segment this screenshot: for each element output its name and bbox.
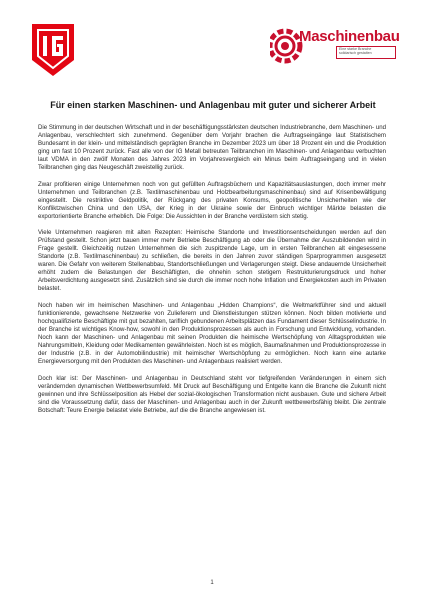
document-body [38, 124, 386, 424]
paragraph-3: Viele Unternehmen reagieren mit alten Rezepten: Heimische Standorte und Investitionsentscheidungen werden auf den Prüfstand gestellt. Schon jetzt bauen immer mehr Betriebe Beschäftigung ab oder die Übernahme der Auszubildenden wird in Frage gestellt. Gleichzeitig nutzen Unternehmen die sich zuspitzende Lage, um in ersten Teilbranchen alt eingesessene Standorte (z.B. Textilmaschinenbau) zu schließen, die bereits in den Jahren zuvor ständigen Sparprogrammen ausgesetzt waren. Die Gefahr von weiterem Stellenabbau, Standortschließungen und Verlagerungen steigt. Diese andauernde Unsicherheit erhöht zudem die Belastungen der Beschäftigten, die ohnehin schon stetigem Restrukturierungsdruck und hoher Arbeitsverdichtung ausgesetzt sind. Zusätzlich sind sie durch die immer noch hohe Inflation und Energiekosten auch im Privaten belastet. [38, 229, 386, 293]
tagline-line-2: solidarisch gestalten [339, 51, 372, 56]
maschinenbau-logo-tagline [336, 46, 396, 59]
maschinenbau-logo-title: Maschinenbau [299, 28, 400, 45]
paragraph-5: Doch klar ist: Der Maschinen- und Anlagenbau in Deutschland steht vor tiefgreifenden Veränderungen in einem sich verändernden dynamischen Wettbewerbsumfeld. Mit Druck auf Beschäftigung und Entgelte kann die Branche die Zukunft nicht gewinnen und ihre Schlüsselposition als Hebel der sozial-ökologischen Transformation nicht ausbauen. Gute und sichere Arbeit sind die Voraussetzung dafür, dass der Maschinen- und Anlagenbau auch in der Zukunft wettbewerbsfähig bleibt. Die zentrale Botschaft: Teure Energie belastet viele Betriebe, auf die die Branche angewiesen ist. [38, 374, 386, 414]
paragraph-1: Die Stimmung in der deutschen Wirtschaft und in der beschäftigungsstärksten deutschen Industriebranche, dem Maschinen- und Anlagenbau, verschlechtert sich zunehmend. Gegenüber dem Vorjahr brachen die Auftragseingänge laut Statistischem Bundesamt in der klein- und mittelständisch geprägten Branche im Dezember 2023 um über 18 Prozent ein und die Produktion ging um fast 10 Prozent zurück. Fast alle von der IG Metall betreuten Teilbranchen im Maschinen- und Anlagenbau verbuchten laut VDMA in den zwölf Monaten des Jahres 2023 im Vorjahresvergleich ein Minus beim Auftragseingang und in vielen Teilbranchen ging das Neugeschäft zweistellig zurück. [38, 124, 386, 171]
ig-metall-logo [30, 22, 76, 78]
paragraph-2: Zwar profitieren einige Unternehmen noch von gut gefüllten Auftragsbüchern und Kapazitätsauslastungen, doch immer mehr Unternehmen und Teilbranchen (z.B. Textilmaschinenbau und Holzbearbeitungsmaschinenbau) sind auf Krisenbewältigung eingestellt. Die restriktive Geldpolitik, der Rückgang des privaten Konsums, geopolitische Unsicherheiten wie der Konfliktzwischen China und den USA, der Krieg in der Ukraine sowie der Einbruch wichtiger Märkte belasten die exportorientierte Branche erheblich. Die Folge: Die Aussichten in der Branche verdüstern sich stetig. [38, 180, 386, 220]
page-number: 1 [210, 580, 214, 586]
document-title: Für einen starken Maschinen- und Anlagenbau mit guter und sicherer Arbeit [50, 100, 376, 110]
tagline-line-1: Eine starke Branche [339, 47, 372, 51]
paragraph-4: Noch haben wir im heimischen Maschinen- und Anlagenbau „Hidden Champions“, die Weltmarktführer sind und aktuell funktionierende, gewachsene Netzwerke von Zulieferern und Dienstleistungen stützen können. Noch bilden motivierte und hochqualifizierte Beschäftigte mit gut bezahlten, tariflich gebundenen Arbeitsplätzen das Fundament dieser Schlüsselindustrie. In der Branche ist wichtiges Know-how, sowohl in den Produktionsprozessen als auch in Forschung und Entwicklung, vorhanden. Noch kann der Maschinen- und Anlagenbau mit seinen Produkten die heimische Wertschöpfung von Alltagsprodukten wie Nahrungsmitteln, Kleidung oder Medikamenten gewährleisten. Noch ist es möglich, Baumaßnahmen und Produktionsprozesse in der Industrie (z.B. in der Automobilindustrie) mit heimischer Wertschöpfung zu ermöglichen. Noch kann eine autarke Energieversorgung mit den Produkten des Maschinen- und Anlagenbaus realisiert werden. [38, 302, 386, 365]
